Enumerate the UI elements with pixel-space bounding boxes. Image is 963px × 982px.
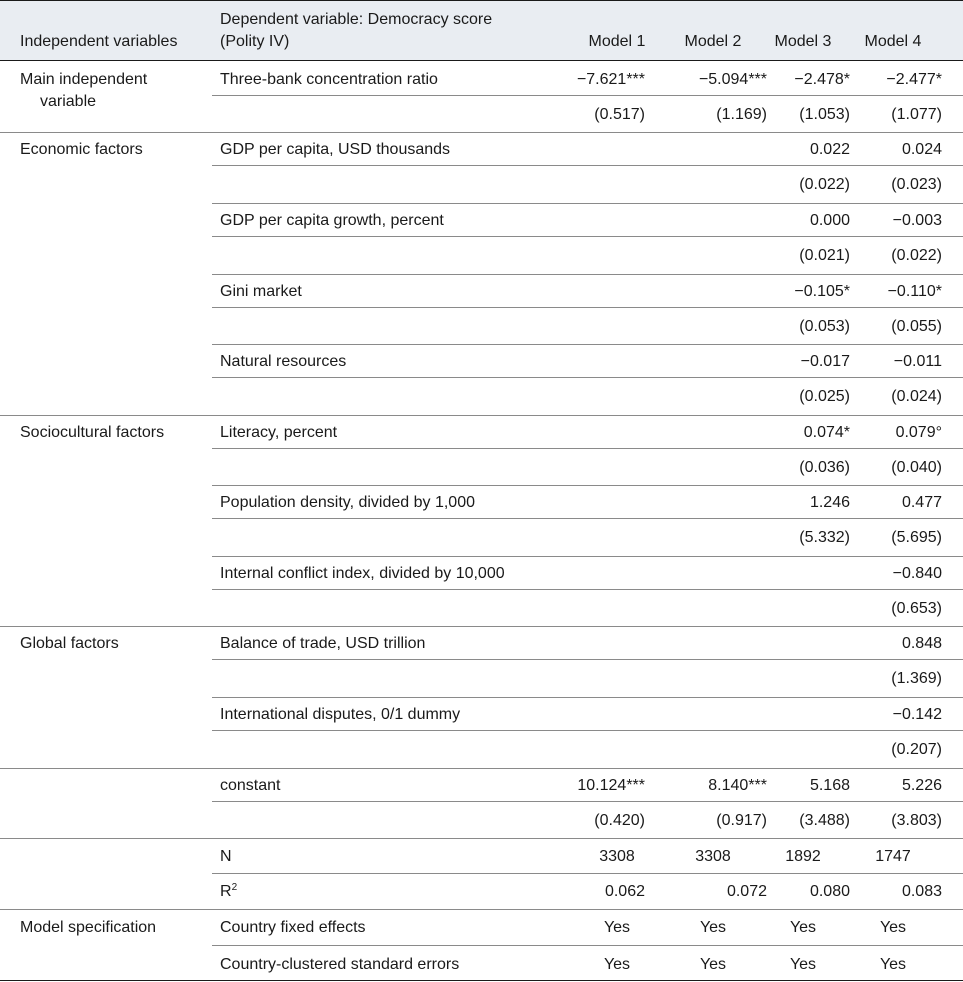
variable-label: Internal conflict index, divided by 10,000 [220, 565, 505, 582]
standard-error-cell: (1.077) [891, 106, 942, 123]
standard-error-cell: (0.517) [594, 106, 645, 123]
header-model-2: Model 2 [684, 33, 742, 50]
header-independent-variables: Independent variables [20, 33, 178, 50]
row-divider [212, 945, 963, 946]
standard-error-cell: (0.053) [799, 318, 850, 335]
coefficient-cell: −0.105* [794, 283, 850, 300]
standard-error-cell: (0.022) [891, 247, 942, 264]
row-divider [212, 307, 963, 308]
coefficient-cell: 0.022 [809, 141, 850, 158]
standard-error-cell: (1.369) [891, 670, 942, 687]
spec-value: Yes [699, 919, 727, 936]
standard-error-cell: (0.022) [799, 176, 850, 193]
standard-error-cell: (1.169) [716, 106, 767, 123]
row-divider [0, 980, 963, 981]
coefficient-cell: 5.168 [809, 777, 850, 794]
standard-error-cell: (0.207) [891, 741, 942, 758]
standard-error-cell: (0.055) [891, 318, 942, 335]
spec-value: Yes [879, 956, 907, 973]
group-label: Economic factors [20, 141, 143, 158]
header-model-4: Model 4 [864, 33, 922, 50]
r-squared-value: 0.072 [726, 883, 767, 900]
standard-error-cell: (5.695) [891, 529, 942, 546]
standard-error-cell: (0.024) [891, 388, 942, 405]
coefficient-cell: −0.110* [887, 283, 942, 300]
standard-error-cell: (3.488) [799, 812, 850, 829]
standard-error-cell: (5.332) [799, 529, 850, 546]
n-value: 3308 [695, 848, 731, 865]
variable-label: Three-bank concentration ratio [220, 71, 438, 88]
coefficient-cell: −0.840 [892, 565, 942, 582]
variable-label: Balance of trade, USD trillion [220, 635, 426, 652]
coefficient-cell: 0.079° [895, 424, 942, 441]
row-divider [212, 95, 963, 96]
coefficient-cell: 0.000 [809, 212, 850, 229]
standard-error-cell: (1.053) [799, 106, 850, 123]
standard-error-cell: (0.653) [891, 600, 942, 617]
coefficient-cell: 8.140*** [708, 777, 767, 794]
row-divider [212, 589, 963, 590]
coefficient-cell: −0.003 [892, 212, 942, 229]
row-divider [0, 132, 963, 133]
header-dependent-line2: (Polity IV) [220, 33, 290, 50]
group-label: Global factors [20, 635, 119, 652]
spec-value: Yes [699, 956, 727, 973]
row-divider [212, 165, 963, 166]
row-divider [212, 377, 963, 378]
n-label: N [220, 848, 232, 865]
header-model-1: Model 1 [588, 33, 646, 50]
standard-error-cell: (0.036) [799, 459, 850, 476]
coefficient-cell: 0.024 [901, 141, 942, 158]
variable-label: Literacy, percent [220, 424, 338, 441]
standard-error-cell: (0.023) [891, 176, 942, 193]
group-label-model-specification: Model specification [20, 919, 157, 936]
coefficient-cell: −0.017 [800, 353, 850, 370]
coefficient-cell: 5.226 [901, 777, 942, 794]
variable-label: Gini market [220, 283, 302, 300]
row-divider [212, 344, 963, 345]
row-divider [212, 730, 963, 731]
spec-value: Yes [879, 919, 907, 936]
coefficient-cell: 1.246 [809, 494, 850, 511]
coefficient-cell: 0.848 [901, 635, 942, 652]
row-divider [212, 448, 963, 449]
group-label-continued: variable [40, 93, 97, 110]
row-divider [0, 838, 963, 839]
row-divider [0, 768, 963, 769]
coefficient-cell: 10.124*** [577, 777, 645, 794]
spec-value: Yes [789, 919, 817, 936]
variable-label: International disputes, 0/1 dummy [220, 706, 461, 723]
r-squared-label [220, 881, 237, 903]
variable-label: Natural resources [220, 353, 347, 370]
standard-error-cell: (0.040) [891, 459, 942, 476]
spec-value: Yes [603, 956, 631, 973]
row-divider [212, 203, 963, 204]
r-squared-value: 0.080 [809, 883, 850, 900]
standard-error-cell: (0.917) [716, 812, 767, 829]
header-dependent-line1: Dependent variable: Democracy score [220, 11, 493, 28]
n-value: 1892 [785, 848, 821, 865]
standard-error-cell: (0.420) [594, 812, 645, 829]
row-divider [212, 873, 963, 874]
row-divider [212, 659, 963, 660]
standard-error-cell: (3.803) [891, 812, 942, 829]
group-label: Main independent [20, 71, 148, 88]
n-value: 1747 [875, 848, 911, 865]
coefficient-cell: −0.011 [893, 353, 942, 370]
variable-label: Population density, divided by 1,000 [220, 494, 475, 511]
variable-label: GDP per capita, USD thousands [220, 141, 451, 158]
coefficient-cell: −2.477* [886, 71, 942, 88]
spec-label: Country-clustered standard errors [220, 956, 460, 973]
spec-value: Yes [603, 919, 631, 936]
r-squared-superscript: 2 [231, 882, 238, 893]
row-divider [0, 909, 963, 910]
spec-value: Yes [789, 956, 817, 973]
group-label: Sociocultural factors [20, 424, 165, 441]
row-divider [212, 518, 963, 519]
row-divider [212, 801, 963, 802]
coefficient-cell: −5.094*** [698, 71, 767, 88]
coefficient-cell: −0.142 [892, 706, 942, 723]
row-divider [212, 697, 963, 698]
header-model-3: Model 3 [774, 33, 832, 50]
coefficient-cell: −7.621*** [576, 71, 645, 88]
row-divider [0, 415, 963, 416]
spec-label: Country fixed effects [220, 919, 366, 936]
row-divider [0, 626, 963, 627]
row-divider [212, 556, 963, 557]
r-squared-value: 0.083 [901, 883, 942, 900]
variable-label: GDP per capita growth, percent [220, 212, 444, 229]
row-divider [212, 274, 963, 275]
coefficient-cell: 0.074* [803, 424, 850, 441]
row-divider [212, 236, 963, 237]
r-squared-value: 0.062 [604, 883, 645, 900]
n-value: 3308 [599, 848, 635, 865]
standard-error-cell: (0.025) [799, 388, 850, 405]
coefficient-cell: 0.477 [901, 494, 942, 511]
coefficient-cell: −2.478* [794, 71, 850, 88]
r-squared-base: R [220, 883, 232, 900]
row-divider [212, 485, 963, 486]
standard-error-cell: (0.021) [799, 247, 850, 264]
variable-label: constant [220, 777, 281, 794]
